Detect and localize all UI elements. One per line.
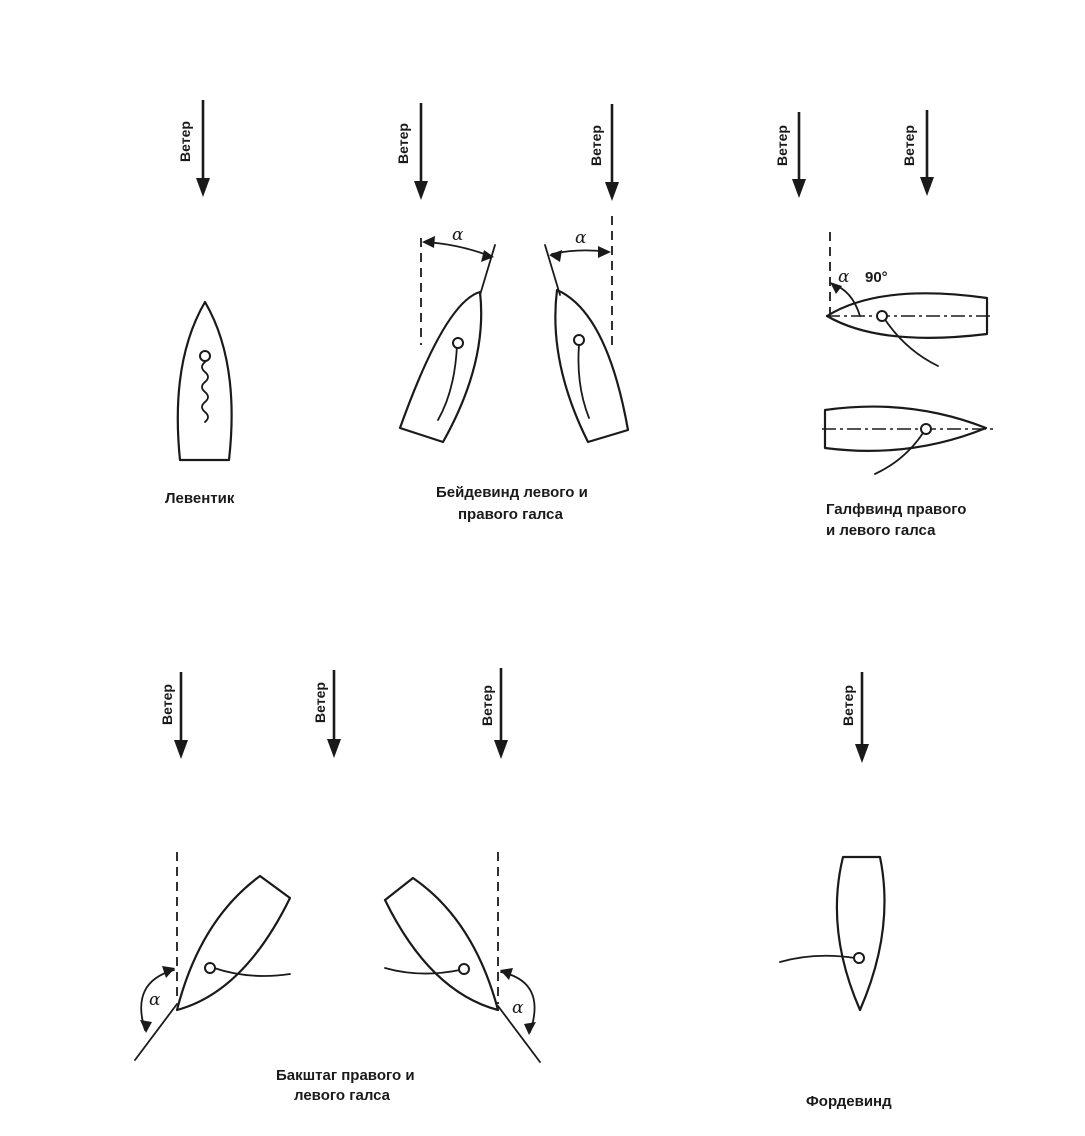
wind-arrow-7: [312, 670, 341, 758]
angle-alpha: α: [575, 228, 587, 248]
boat-leventik: [178, 302, 232, 460]
caption-bakshtag-line1: Бакштаг правого и: [276, 1067, 415, 1084]
caption-leventik: Левентик: [165, 490, 235, 507]
wind-label: Ветер: [177, 121, 193, 162]
angle-alpha: α: [149, 990, 161, 1010]
mast: [459, 964, 469, 974]
boat-fordewind: [780, 857, 885, 1010]
boat-galfwind-right-tack: [826, 232, 992, 366]
mast: [921, 424, 931, 434]
boat-galfwind-left-tack: [822, 407, 994, 474]
mast: [574, 335, 584, 345]
caption-galfwind-line2: и левого галса: [826, 522, 936, 539]
wind-label: Ветер: [774, 125, 790, 166]
wind-arrow-6: [159, 672, 188, 759]
wind-label: Ветер: [395, 123, 411, 164]
wind-arrow-1: [177, 100, 210, 197]
mast: [854, 953, 864, 963]
luffing-sail: [202, 362, 208, 422]
boat-bakshtag-right-tack: [135, 852, 290, 1060]
wind-label: Ветер: [901, 125, 917, 166]
boat-bakshtag-left-tack: [385, 852, 540, 1062]
caption-galfwind-line1: Галфвинд правого: [826, 501, 967, 518]
caption-beidewind-line2: правого галса: [458, 506, 563, 523]
mast: [205, 963, 215, 973]
caption-bakshtag-line2: левого галса: [294, 1087, 391, 1104]
wind-arrow-8: [479, 668, 508, 759]
caption-beidewind-line1: Бейдевинд левого и: [436, 484, 588, 501]
mast: [200, 351, 210, 361]
wind-label: Ветер: [479, 685, 495, 726]
wind-arrow-3: [588, 104, 619, 201]
mast: [877, 311, 887, 321]
wind-label: Ветер: [588, 125, 604, 166]
boat-beidewind-left-tack: [400, 225, 495, 442]
wind-label: Ветер: [840, 685, 856, 726]
angle-90: 90°: [865, 269, 888, 286]
boat-beidewind-right-tack: [545, 216, 628, 442]
caption-fordewind: Фордевинд: [806, 1093, 892, 1110]
mast: [453, 338, 463, 348]
wind-arrow-5: [901, 110, 934, 196]
angle-alpha: α: [452, 225, 464, 245]
wind-arrow-9: [840, 672, 869, 763]
wind-label: Ветер: [159, 684, 175, 725]
angle-alpha: α: [512, 998, 524, 1018]
wind-arrow-4: [774, 112, 806, 198]
wind-label: Ветер: [312, 682, 328, 723]
wind-arrow-2: [395, 103, 428, 200]
angle-alpha: α: [838, 267, 850, 287]
